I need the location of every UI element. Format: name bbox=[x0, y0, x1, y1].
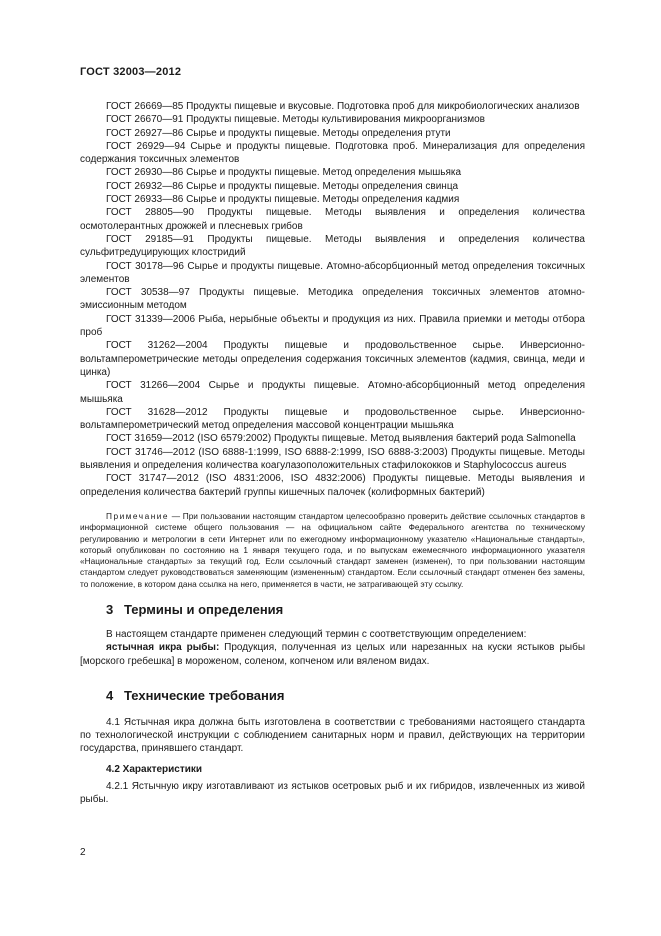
definition: Продукция, полученная из целых или нарезанных на куски ястыков рыбы [морского гребешка] в мороженом, соленом, копченом или вяленом видах. bbox=[80, 642, 586, 667]
section-number: 4 bbox=[106, 687, 114, 703]
reference-item: ГОСТ 26670—91 Продукты пищевые. Методы культивирования микроорганизмов bbox=[106, 114, 485, 126]
term-definition bbox=[80, 641, 585, 668]
reference-item: ГОСТ 26930—86 Сырье и продукты пищевые. Метод определения мышьяка bbox=[106, 167, 462, 179]
document-header: ГОСТ 32003—2012 bbox=[80, 66, 182, 78]
reference-item: ГОСТ 26932—86 Сырье и продукты пищевые. Методы определения свинца bbox=[106, 180, 459, 192]
note-lead: Примечание bbox=[106, 510, 170, 521]
reference-item: ГОСТ 31746—2012 (ISO 6888-1:1999, ISO 6888-2:1999, ISO 6888-3:2003) Продукты пищевые. Методы выявления и определения количества коагулазоположительных стафилококков и Staphylococcus aureus bbox=[80, 446, 585, 472]
section-title: Технические требования bbox=[124, 687, 285, 703]
reference-item: ГОСТ 26929—94 Сырье и продукты пищевые. Подготовка проб. Минерализация для определения содержания токсичных элементов bbox=[80, 140, 585, 166]
term: ястычная икра рыбы: bbox=[106, 642, 220, 654]
reference-item: ГОСТ 26669—85 Продукты пищевые и вкусовые. Подготовка проб для микробиологических анализов bbox=[106, 101, 580, 112]
section-3-intro: В настоящем стандарте применен следующий термин с соответствующим определением: bbox=[106, 628, 527, 640]
reference-item: ГОСТ 31659—2012 (ISO 6579:2002) Продукты пищевые. Метод выявления бактерий рода Salmonella bbox=[106, 433, 576, 445]
reference-item: ГОСТ 31628—2012 Продукты пищевые и продовольственное сырье. Инверсионно-вольтамперометрический метод определения массовой концентрации мышьяка bbox=[80, 406, 585, 432]
reference-item: ГОСТ 26933—86 Сырье и продукты пищевые. Методы определения кадмия bbox=[106, 194, 460, 206]
section-4-heading bbox=[106, 688, 585, 704]
section-3-heading bbox=[106, 602, 585, 618]
section-title: Термины и определения bbox=[124, 601, 284, 617]
page-number: 2 bbox=[80, 847, 86, 858]
reference-item: ГОСТ 31747—2012 (ISO 4831:2006, ISO 4832:2006) Продукты пищевые. Методы выявления и определения количества бактерий группы кишечных палочек (колиформных бактерий) bbox=[80, 473, 585, 498]
clause-4-1: 4.1 Ястычная икра должна быть изготовлена в соответствии с требованиями настоящего стандарта по технологической инструкции с соблюдением санитарных норм и правил, действующих на территории государства, принявшего стандарт. bbox=[80, 716, 585, 755]
clause-4-2-1: 4.2.1 Ястычную икру изготавливают из ястыков осетровых рыб и их гибридов, извлеченных из живой рыбы. bbox=[80, 780, 585, 806]
note-paragraph bbox=[80, 511, 585, 590]
reference-item: ГОСТ 30538—97 Продукты пищевые. Методика определения токсичных элементов атомно-эмиссионным методом bbox=[80, 287, 585, 312]
reference-item: ГОСТ 30178—96 Сырье и продукты пищевые. Атомно-абсорбционный метод определения токсичных элементов bbox=[80, 260, 585, 285]
note-text: — При пользовании настоящим стандартом целесообразно проверить действие ссылочных стандартов в информационной системе общего пользования — на официальном сайте Федерального агентства по техническому регулированию и метрологии в сети Интернет или по ежегодному информационному указателю «Национальные стандарты», который опубликован по состоянию на 1 января текущего года, и по выпускам ежемесячного информационного указателя «Национальные стандарты» за текущий год. Если ссылочный стандарт заменен (изменен), то при пользовании настоящим стандартом следует руководствоваться заменяющим (измененным) стандартом. Если ссылочный стандарт отменен без замены, то положение, в котором дана ссылка на него, применяется в части, не затрагивающей эту ссылку. bbox=[80, 510, 585, 589]
reference-item: ГОСТ 31262—2004 Продукты пищевые и продовольственное сырье. Инверсионно-вольтамперометрические методы определения содержания токсичных элементов (кадмия, свинца, меди и цинка) bbox=[80, 340, 585, 378]
reference-item: ГОСТ 31266—2004 Сырье и продукты пищевые. Атомно-абсорбционный метод определения мышьяка bbox=[80, 380, 585, 405]
page-body bbox=[80, 100, 585, 806]
reference-item: ГОСТ 28805—90 Продукты пищевые. Методы выявления и определения количества осмотолерантных дрожжей и плесневых грибов bbox=[80, 207, 585, 232]
section-number: 3 bbox=[106, 601, 114, 617]
reference-item: ГОСТ 29185—91 Продукты пищевые. Методы выявления и определения количества сульфитредуцирующих клостридий bbox=[80, 233, 585, 259]
subsection-4-2-heading: 4.2 Характеристики bbox=[106, 763, 203, 775]
reference-item: ГОСТ 26927—86 Сырье и продукты пищевые. Методы определения ртути bbox=[106, 127, 451, 139]
references-list bbox=[80, 100, 585, 499]
reference-item: ГОСТ 31339—2006 Рыба, нерыбные объекты и продукция из них. Правила приемки и методы отбора проб bbox=[80, 313, 585, 339]
